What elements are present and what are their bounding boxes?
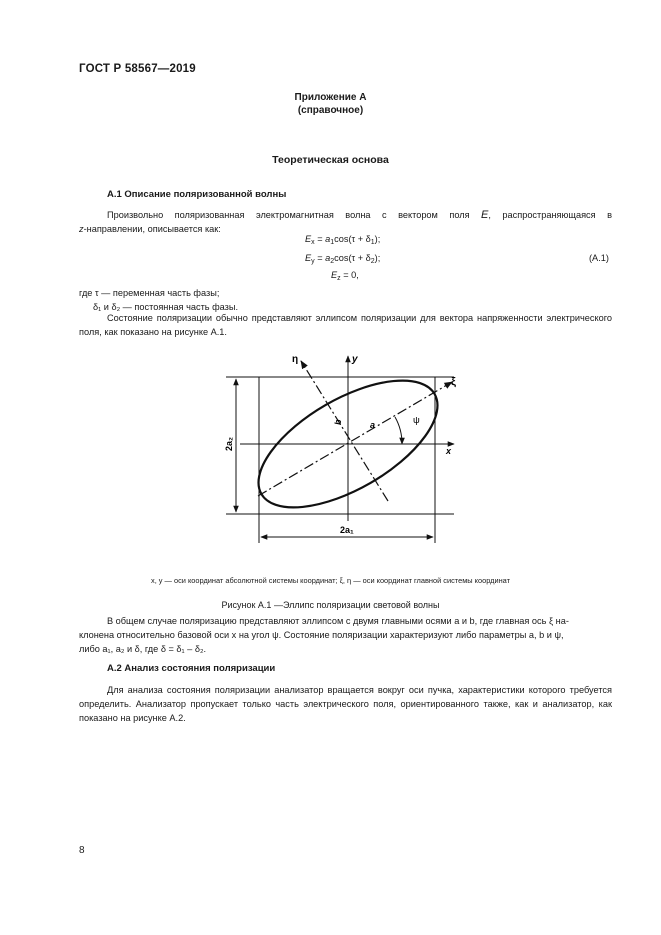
section-a1-heading: А.1 Описание поляризованной волны: [107, 189, 287, 200]
figure-caption: Рисунок А.1 —Эллипс поляризации световой волны: [221, 600, 440, 610]
where-line-2: δ₁ и δ₂ — постоянная часть фазы.: [93, 302, 239, 312]
vector-e: E: [481, 209, 489, 221]
label-x: x: [446, 446, 452, 456]
label-eta: η: [292, 354, 299, 365]
annex-subtitle: (справочное): [297, 105, 364, 116]
label-a: a: [370, 420, 376, 430]
label-y: y: [352, 354, 358, 365]
bounding-rectangle: [259, 377, 435, 514]
main-title: Теоретическая основа: [272, 154, 389, 166]
label-b: b: [333, 419, 343, 425]
annex-heading: [0, 91, 661, 117]
label-xi: ξ: [451, 376, 456, 388]
label-2a2: 2a₂: [224, 436, 234, 451]
standard-number: ГОСТ Р 58567—2019: [79, 63, 196, 75]
general-case-line-3: либо a₁, a₂ и δ, где δ = δ₁ – δ₂.: [79, 644, 207, 654]
paragraph-ellipse-intro: Состояние поляризации обычно представляют эллипсом поляризации для вектора напряженности электрического поля, как показано на рисунке А.1.: [79, 313, 612, 337]
annex-title: Приложение А: [294, 92, 367, 103]
where-line-1: где τ — переменная часть фазы;: [79, 288, 220, 298]
figure-legend: x, y — оси координат абсолютной системы координат; ξ, η — оси координат главной системы координат: [151, 576, 510, 585]
general-case-line-2: клонена относительно базовой оси x на угол ψ. Состояние поляризации характеризуют либо параметры a, b и ψ,: [79, 630, 564, 640]
equation-ez: $E_z = 0$,: [331, 270, 359, 282]
page-number: 8: [79, 845, 85, 856]
label-psi: ψ: [413, 415, 420, 426]
intro-line-2: z-направлении, описывается как:: [79, 224, 221, 234]
polarization-ellipse-figure: [210, 348, 470, 548]
intro-line-1: Произвольно поляризованная электромагнитная волна с вектором поля E, распространяющаяся в: [107, 209, 612, 221]
general-case-line-1: В общем случае поляризацию представляют эллипсом с двумя главными осями a и b, где главная ось ξ на-: [107, 616, 569, 626]
psi-angle-arc: [395, 417, 402, 444]
equation-ex: $E_x = a_1\cos(\tau + \delta_1)$;: [305, 234, 381, 246]
equation-number: (А.1): [589, 253, 609, 263]
paragraph-analyzer: Для анализа состояния поляризации анализатор вращается вокруг оси пучка, характеристики которого требуется определить. Анализатор пропускает только часть электрического поля, ориентированного также, как и анализатор, как показано на рисунке А.2.: [79, 685, 612, 723]
equation-ey: $E_y = a_2\cos(\tau + \delta_2)$;: [305, 253, 381, 265]
section-a2-heading: А.2 Анализ состояния поляризации: [107, 663, 276, 674]
label-2a1: 2a₁: [340, 525, 354, 535]
